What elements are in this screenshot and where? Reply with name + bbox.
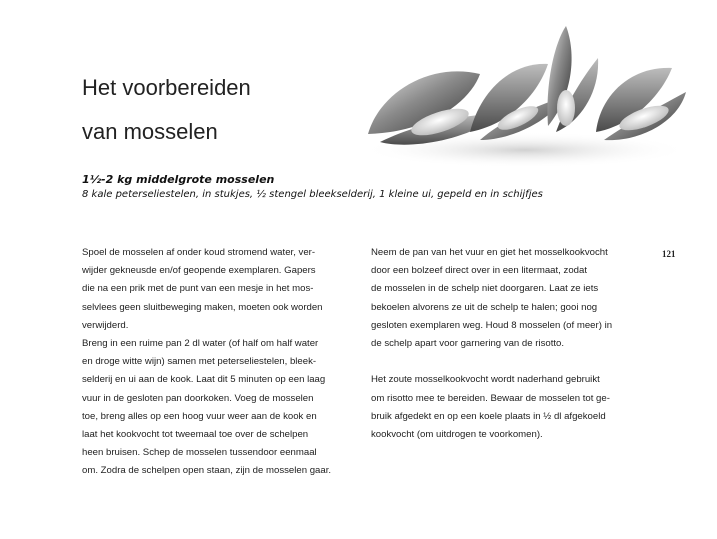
body-line: om. Zodra de schelpen open staan, zijn de mosselen gaar.: [82, 465, 332, 477]
body-line: Breng in een ruime pan 2 dl water (of half om half water: [82, 337, 319, 349]
body-line: selvlees geen sluitbeweging maken, moeten ook worden: [82, 301, 323, 313]
page-number: 121: [662, 249, 676, 259]
body-line: om risotto mee te bereiden. Bewaar de mosselen tot ge-: [371, 392, 610, 404]
body-line: selderij en ui aan de kook. Laat dit 5 minuten op een laag: [82, 374, 326, 386]
body-line: de schelp apart voor garnering van de risotto.: [371, 337, 565, 349]
ingredients-block: [82, 172, 642, 202]
body-line: kookvocht (om uitdrogen te voorkomen).: [371, 428, 543, 440]
ingredient-main: 1½-2 kg middelgrote mosselen: [82, 173, 275, 186]
body-line: Spoel de mosselen af onder koud stromend water, ver-: [82, 247, 316, 258]
body-line: Neem de pan van het vuur en giet het mosselkookvocht: [371, 247, 608, 258]
body-line: wijder gekneusde en/of geopende exemplaren. Gapers: [82, 265, 316, 277]
text-column-left: [82, 244, 352, 480]
body-line: heen bruisen. Schep de mosselen tussendoor eenmaal: [82, 447, 317, 459]
body-line: en droge witte wijn) samen met peterseliestelen, bleek-: [82, 356, 317, 368]
body-line: bruik afgedekt en op een koele plaats in ½ dl afgekoeld: [371, 410, 606, 422]
mussels-photo: [360, 22, 690, 170]
text-column-right: [371, 244, 646, 444]
title-line-1: Het voorbereiden: [82, 75, 251, 100]
body-line: gesloten exemplaren weg. Houd 8 mosselen (of meer) in: [371, 319, 613, 331]
body-line: vuur in de gesloten pan doorkoken. Voeg de mosselen: [82, 392, 314, 404]
body-line: Het zoute mosselkookvocht wordt naderhand gebruikt: [371, 374, 600, 386]
ingredient-list: 8 kale peterseliestelen, in stukjes, ½ stengel bleekselderij, 1 kleine ui, gepeld en in schijfjes: [82, 189, 543, 200]
body-line: die na een prik met de punt van een mesje in het mos-: [82, 283, 314, 295]
body-line: door een bolzeef direct over in een litermaat, zodat: [371, 265, 587, 277]
title-line-2: van mosselen: [82, 119, 218, 144]
body-line: verwijderd.: [82, 319, 129, 331]
body-line: bekoelen alvorens ze uit de schelp te halen; gooi nog: [371, 301, 598, 313]
paragraph-gap: [371, 353, 646, 371]
body-line: laat het kookvocht tot tweemaal toe over de schelpen: [82, 428, 309, 440]
page-title: [82, 66, 251, 154]
body-line: de mosselen in de schelp niet doorgaren. Laat ze iets: [371, 283, 599, 295]
body-line: toe, breng alles op een hoog vuur weer aan de kook en: [82, 410, 317, 422]
